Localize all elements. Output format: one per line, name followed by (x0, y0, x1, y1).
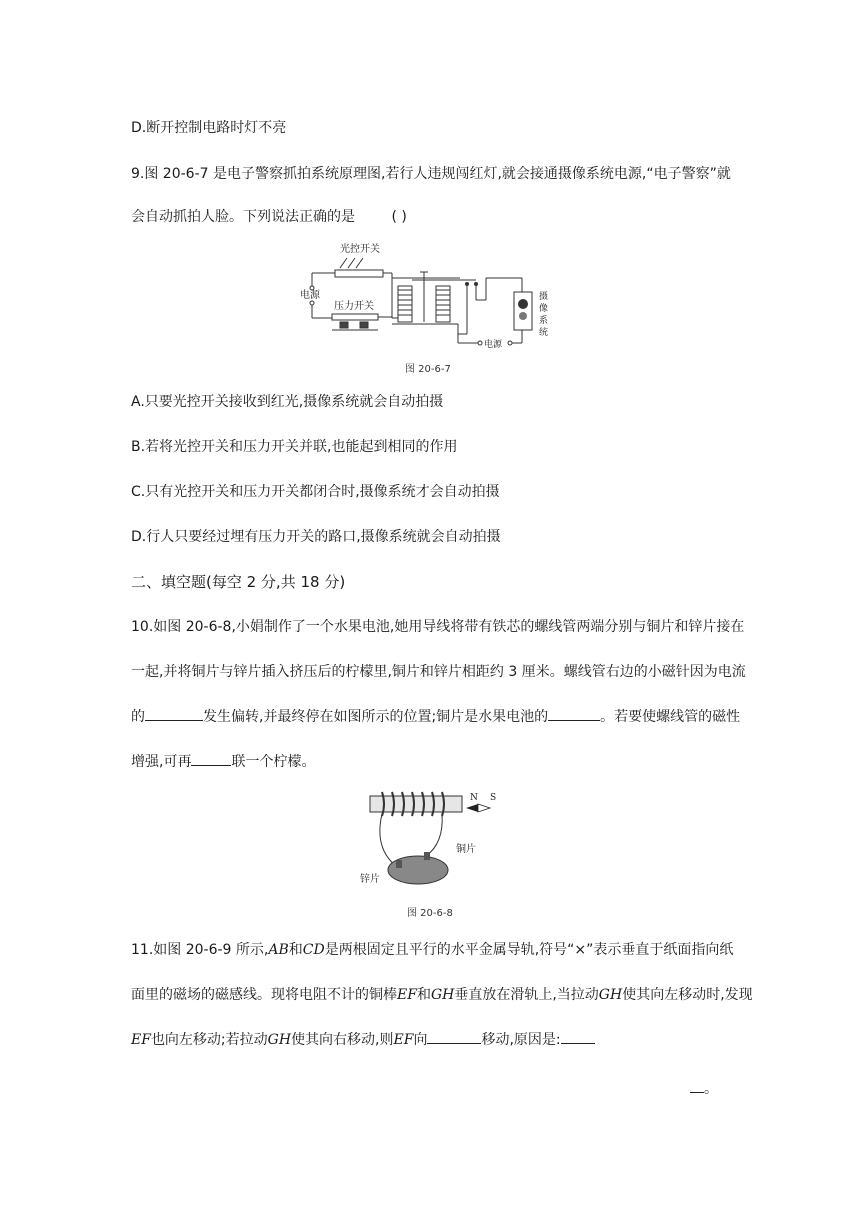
q10-text-e: 联一个柠檬。 (231, 754, 316, 770)
q11-text-2c: 垂直放在滑轨上,当拉动 (454, 987, 599, 1003)
camera-lens-icon (518, 299, 528, 309)
q10-blank-1[interactable] (145, 706, 203, 721)
q11-gh: GH (430, 987, 455, 1003)
figure-20-6-8 (356, 788, 506, 888)
section-heading: 二、填空题(每空 2 分,共 18 分) (131, 573, 346, 591)
q9-option-a: A.只要光控开关接收到红光,摄像系统就会自动拍摄 (131, 394, 444, 410)
q10-text-d: 增强,可再 (131, 754, 192, 770)
q9-option-d: D.行人只要经过埋有压力开关的路口,摄像系统就会自动拍摄 (131, 529, 501, 545)
label-copper: 铜片 (456, 844, 476, 855)
q11-text-1b: 和 (288, 942, 303, 958)
label-zinc: 锌片 (360, 874, 380, 885)
q11-text-3a: 也向左移动;若拉动 (150, 1032, 268, 1048)
q11-text-3d: 移动,原因是: (481, 1032, 561, 1048)
figure-20-6-8-caption: 图 20-6-8 (407, 908, 453, 919)
q11-ef-2: EF (131, 1032, 151, 1048)
pressure-switch-element (332, 314, 378, 320)
q11-line2 (131, 985, 753, 1005)
q9-stem-line1: 9.图 20-6-7 是电子警察抓拍系统原理图,若行人违规闯红灯,就会接通摄像系统电源,“电子警察”就 (131, 166, 731, 182)
q11-blank-1[interactable] (427, 1029, 481, 1044)
camera-box (514, 292, 532, 330)
q10-text-c: 。若要使螺线管的磁性 (600, 709, 741, 725)
q11-ef: EF (397, 987, 417, 1003)
q11-text-2d: 使其向左移动时,发现 (622, 987, 753, 1003)
q11-cd: CD (302, 942, 325, 958)
light-switch-element (335, 270, 383, 277)
q10-line3 (131, 706, 740, 727)
q9-stem-text: 会自动抓拍人脸。下列说法正确的是 (131, 209, 355, 225)
q9-option-c: C.只有光控开关和压力开关都闭合时,摄像系统才会自动拍摄 (131, 484, 500, 500)
q10-text-a: 的 (131, 709, 145, 725)
copper-plate (424, 852, 430, 860)
q11-ef-3: EF (393, 1032, 414, 1048)
q11-blank-2[interactable] (561, 1029, 595, 1044)
q11-text-2a: 面里的磁场的磁感线。现将电阻不计的铜棒 (131, 987, 397, 1003)
label-power-bottom: 电源 (484, 340, 503, 350)
q11-line1 (131, 940, 733, 960)
label-camera-4: 统 (539, 328, 549, 338)
q11-blank-2-end[interactable] (690, 1078, 704, 1093)
q9-option-b: B.若将光控开关和压力开关并联,也能起到相同的作用 (131, 439, 458, 455)
label-light-switch: 光控开关 (340, 244, 380, 255)
q9-answer-paren: ( ) (391, 209, 407, 225)
label-camera-1: 摄 (539, 292, 549, 302)
q11-text-1a: 11.如图 20-6-9 所示, (131, 942, 269, 958)
figure-20-6-7-caption: 图 20-6-7 (405, 364, 451, 375)
q11-text-1c: 是两根固定且平行的水平金属导轨,符号“×”表示垂直于纸面指向纸 (324, 942, 734, 958)
q11-text-2b: 和 (416, 987, 431, 1003)
q9-stem-line2 (131, 207, 407, 227)
label-s: S (490, 793, 497, 803)
q11-gh-3: GH (267, 1032, 292, 1048)
q11-line4 (690, 1078, 718, 1099)
q11-text-3b: 使其向右移动,则 (291, 1032, 394, 1048)
q10-text-b: 发生偏转,并最终停在如图所示的位置;铜片是水果电池的 (203, 709, 549, 725)
q11-ab: AB (268, 942, 289, 958)
q10-blank-2[interactable] (548, 706, 600, 721)
label-camera-3: 系 (539, 316, 549, 326)
q10-line1: 10.如图 20-6-8,小娟制作了一个水果电池,她用导线将带有铁芯的螺线管两端分别与铜片和锌片接在 (131, 619, 745, 635)
q10-blank-3[interactable] (191, 751, 231, 766)
zinc-plate (396, 860, 402, 868)
q11-line3 (131, 1029, 595, 1050)
q11-gh-2: GH (598, 987, 623, 1003)
figure-20-6-7 (300, 238, 560, 356)
label-camera-2: 像 (539, 304, 549, 314)
q8-option-d: D.断开控制电路时灯不亮 (131, 120, 287, 136)
label-pressure-switch: 压力开关 (334, 301, 374, 312)
q10-line4 (131, 751, 315, 772)
label-n: N (470, 793, 478, 803)
q11-text-3c: 向 (413, 1032, 428, 1048)
compass-needle-icon (466, 804, 478, 812)
q10-line2: 一起,并将铜片与锌片插入挤压后的柠檬里,铜片和锌片相距约 3 厘米。螺线管右边的小磁针因为电流 (131, 664, 746, 680)
q11-text-4: 。 (704, 1081, 718, 1097)
label-power-left: 电源 (300, 290, 320, 301)
